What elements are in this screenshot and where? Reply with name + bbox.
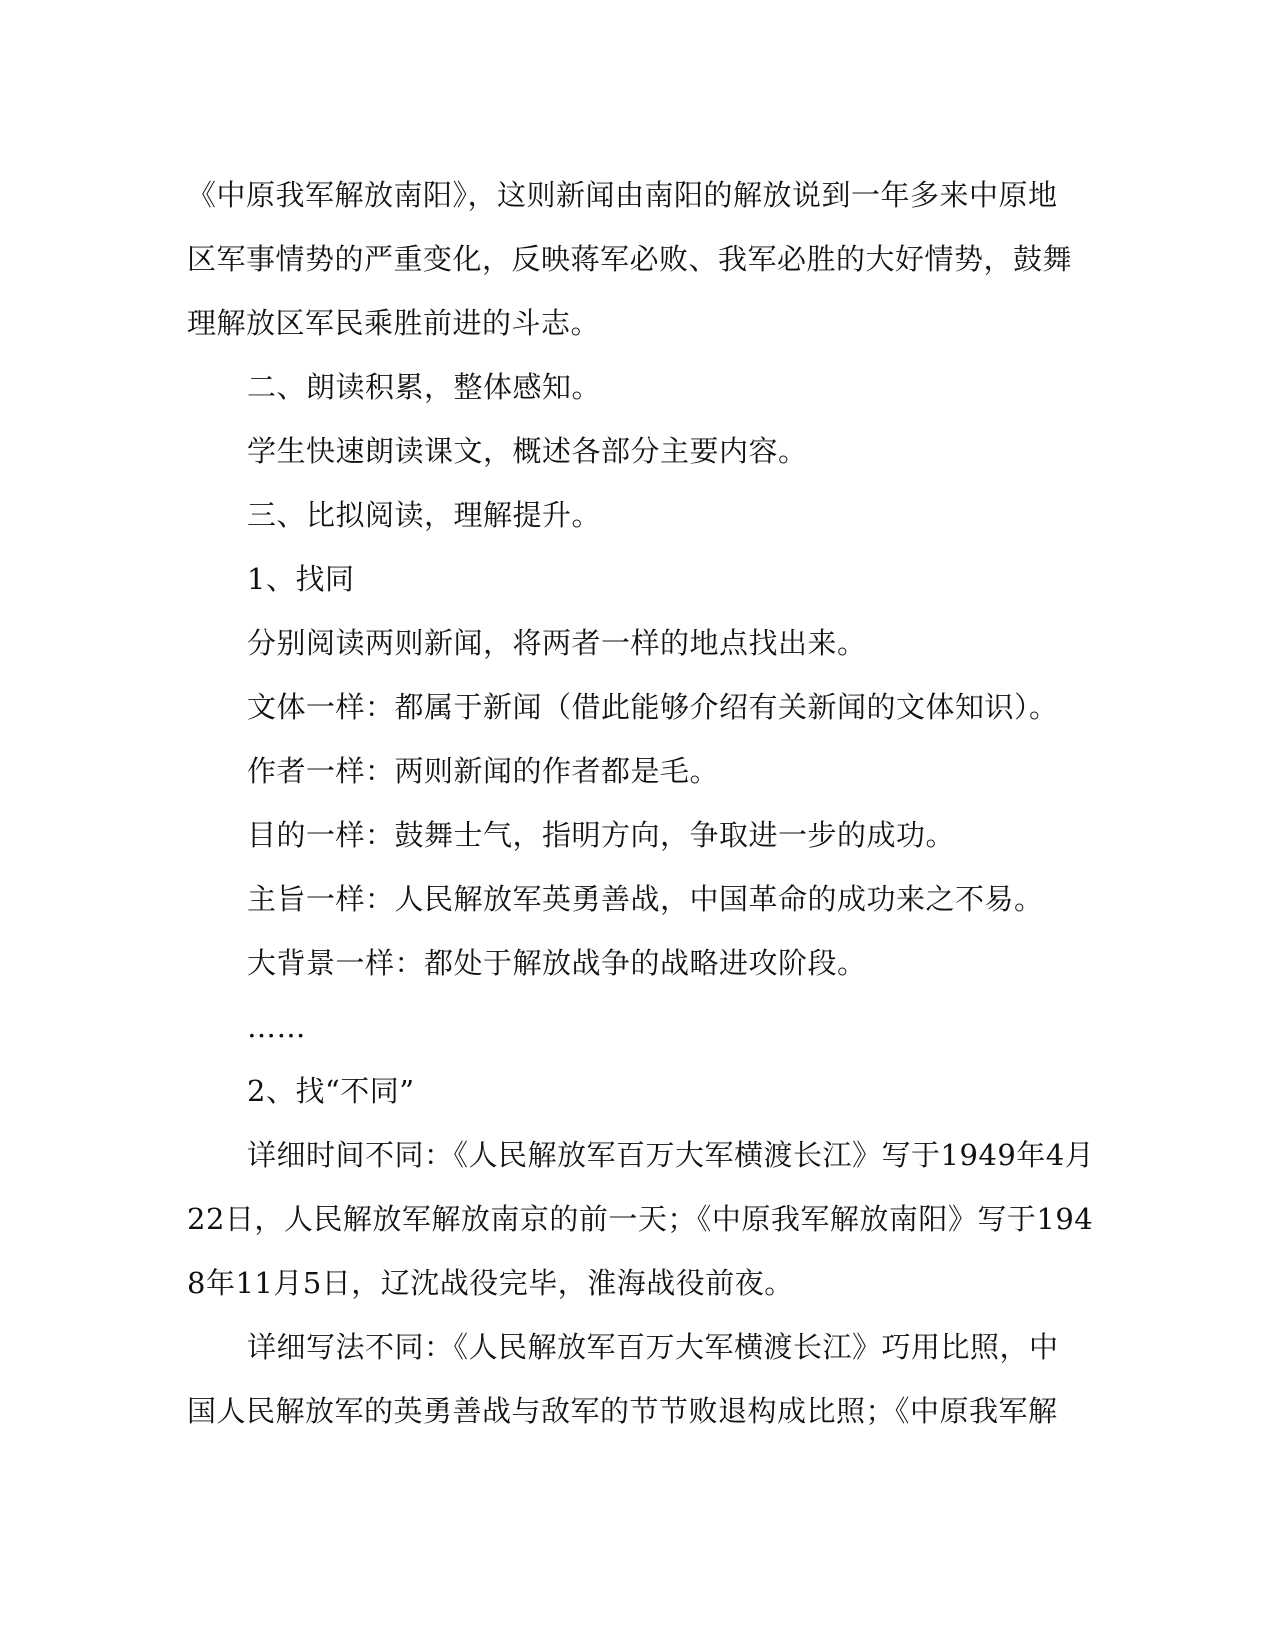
text-line: 区军事情势的严重变化，反映蒋军必败、我军必胜的大好情势，鼓舞 [187,242,1073,276]
document-body [187,163,1095,1443]
list-item: 作者一样：两则新闻的作者都是毛。 [247,754,720,788]
list-item: 主旨一样：人民解放军英勇善战，中国革命的成功来之不易。 [247,882,1044,916]
text-line: 理解放区军民乘胜前进的斗志。 [187,306,601,340]
paragraph-line: 22日，人民解放军解放南京的前一天；《中原我军解放南阳》写于194 [187,1202,1094,1236]
paragraph: 分别阅读两则新闻，将两者一样的地点找出来。 [247,626,867,660]
text-line: 《中原我军解放南阳》，这则新闻由南阳的解放说到一年多来中原地 [187,178,1058,212]
paragraph-line: 详细时间不同：《人民解放军百万大军横渡长江》写于1949年4月 [247,1138,1095,1172]
list-item: 大背景一样：都处于解放战争的战略进攻阶段。 [247,946,867,980]
paragraph-line: 国人民解放军的英勇善战与敌军的节节败退构成比照；《中原我军解 [187,1394,1058,1428]
section-heading: 二、朗读积累，整体感知。 [247,370,602,404]
paragraph-line: 详细写法不同：《人民解放军百万大军横渡长江》巧用比照，中 [247,1330,1059,1364]
subsection-heading: 2、找“不同” [247,1074,415,1108]
paragraph-line: 8年11月5日，辽沈战役完毕，淮海战役前夜。 [187,1266,794,1300]
subsection-heading: 1、找同 [247,562,355,596]
list-item: 目的一样：鼓舞士气，指明方向，争取进一步的成功。 [247,818,956,852]
ellipsis: …… [247,1010,306,1044]
section-heading: 三、比拟阅读，理解提升。 [247,498,602,532]
paragraph: 学生快速朗读课文，概述各部分主要内容。 [247,434,808,468]
list-item: 文体一样：都属于新闻（借此能够介绍有关新闻的文体知识）。 [247,690,1059,724]
